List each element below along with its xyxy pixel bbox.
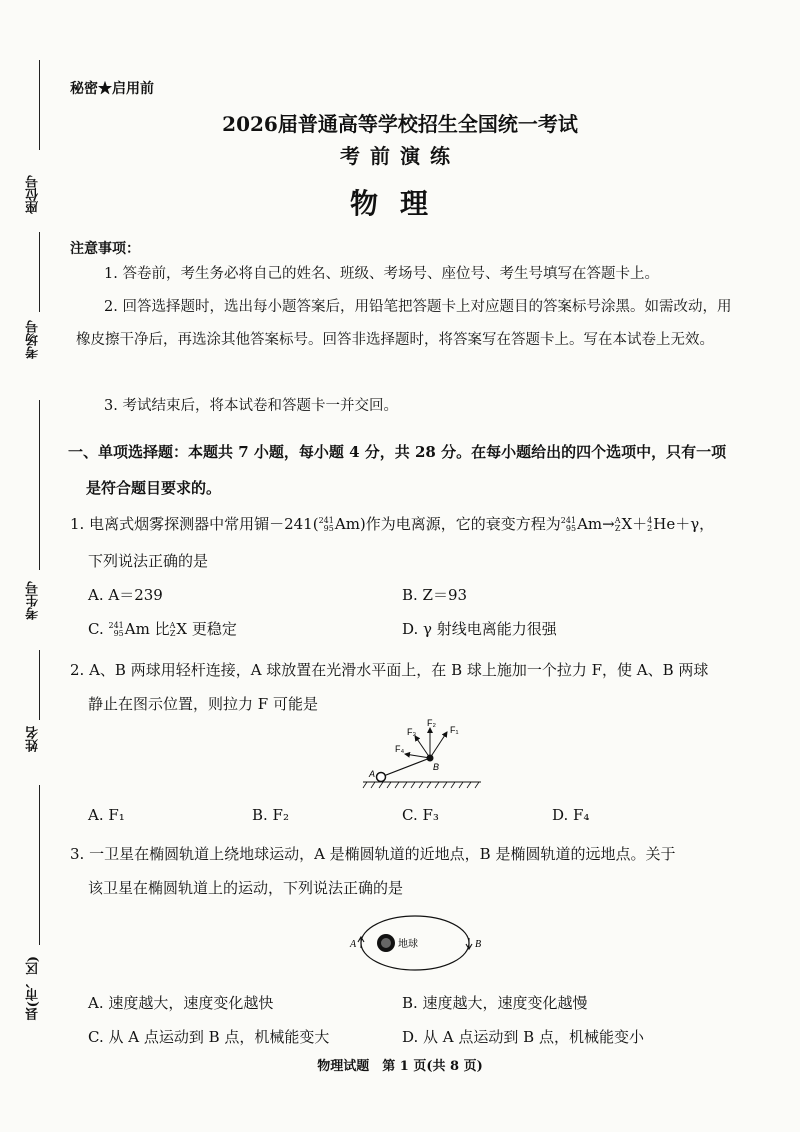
notice-item-1: 1. 答卷前，考生务必将自己的姓名、班级、考场号、座位号、考生号填写在答题卡上。 [104, 266, 659, 282]
nuclide-x [615, 517, 621, 533]
name-line[interactable] [39, 650, 40, 720]
question-1-stem [70, 506, 750, 542]
q1-stem-part: 1. 电离式烟雾探测器中常用镅－241( [70, 515, 319, 533]
notice-item-2: 2. 回答选择题时，选出每小题答案后，用铅笔把答题卡上对应题目的答案标号涂黑。如需改动，用橡皮擦干净后，再选涂其他答案标号。回答非选择题时，将答案写在答题卡上。写在本试卷上无效。 [76, 299, 732, 348]
nuc-bot: 2 [647, 524, 653, 533]
label-earth: 地球 [398, 939, 418, 950]
nuclide-am-3 [108, 622, 123, 638]
nuc-top: 4 [647, 516, 653, 525]
q3-figure [345, 912, 485, 974]
ball-a [377, 773, 386, 782]
name-label: 姓名 [26, 726, 41, 752]
question-2-stem-1: 2. A、B 两球用轻杆连接，A 球放置在光滑水平面上，在 B 球上施加一个拉力 F，使 A、B 两球 [70, 661, 709, 679]
section-1-header [68, 434, 748, 506]
label-f4: F₄ [395, 744, 405, 754]
nuc-top: 241 [318, 516, 334, 525]
label-f1: F₁ [450, 725, 459, 735]
label-f2: F₂ [427, 718, 436, 728]
nuc-bot: 95 [323, 524, 334, 533]
q1-stem-part: Am)作为电离源，它的衰变方程为 [334, 515, 561, 533]
nuc-top: 241 [108, 621, 124, 630]
q1-option-b[interactable]: B. Z＝93 [402, 586, 468, 604]
nuc-top: A [614, 516, 621, 525]
force-f4-arrow [405, 754, 430, 758]
force-f3-arrow [415, 736, 430, 758]
opt-c-mid: Am 比 [124, 620, 170, 638]
label-b: B [433, 762, 440, 772]
notice-item-3: 3. 考试结束后，将本试卷和答题卡一并交回。 [104, 398, 398, 414]
label-f3: F₃ [407, 727, 417, 737]
q3-option-a[interactable]: A. 速度越大，速度变化越快 [88, 994, 274, 1012]
q1-option-c[interactable] [88, 618, 237, 639]
nuclide-he [647, 517, 652, 533]
nuc-bot: 95 [113, 629, 124, 638]
county-line[interactable] [39, 785, 40, 945]
question-1-stem-2: 下列说法正确的是 [88, 552, 209, 570]
q2-option-d[interactable]: D. F₄ [552, 806, 590, 824]
q2-figure [355, 718, 485, 792]
label-a: A [369, 769, 376, 779]
sidebar-room [10, 312, 60, 382]
sidebar-student-no [10, 575, 60, 635]
exam-title: 2026届普通高等学校招生全国统一考试 [222, 112, 578, 136]
room-label: 考场号 [26, 320, 41, 359]
seat-label: 座位号 [26, 175, 41, 214]
nuclide-am [319, 517, 334, 533]
q3-option-d[interactable]: D. 从 A 点运动到 B 点，机械能变小 [402, 1028, 644, 1046]
nuc-top: A [169, 621, 176, 630]
nuclide-am-2 [561, 517, 576, 533]
section-1-line-1: 一、单项选择题：本题共 7 小题，每小题 4 分，共 28 分。在每小题给出的四个选项中，只有一项 [68, 443, 727, 461]
ground-hatch [363, 782, 479, 788]
q2-option-c[interactable]: C. F₃ [402, 806, 439, 824]
subject-title: 物理 [349, 187, 450, 220]
question-3-stem-1: 3. 一卫星在椭圆轨道上绕地球运动，A 是椭圆轨道的近地点，B 是椭圆轨道的远地点。关于 [70, 845, 676, 863]
opt-c-pre: C. [88, 620, 109, 638]
sidebar-name [10, 722, 60, 772]
q2-option-b[interactable]: B. F₂ [252, 806, 289, 824]
orbit-arrow-b [466, 938, 472, 949]
exam-subtitle: 考前演练 [340, 144, 460, 168]
q1-stem-part: He＋γ， [653, 515, 715, 533]
notice-heading: 注意事项： [70, 241, 140, 257]
page-footer: 物理试题 第 1 页(共 8 页) [317, 1059, 483, 1074]
light-rod [381, 758, 430, 777]
section-1-line-2: 是符合题目要求的。 [86, 479, 222, 497]
student-no-label: 考生号 [26, 581, 41, 620]
label-b: B [475, 939, 482, 950]
q1-option-d[interactable]: D. γ 射线电离能力很强 [402, 620, 557, 638]
nuc-bot: 95 [565, 524, 577, 533]
nuc-top: 241 [560, 516, 577, 525]
orbit-arrow-a [358, 937, 364, 948]
earth-core [381, 938, 391, 948]
question-2-stem-2: 静止在图示位置，则拉力 F 可能是 [88, 695, 318, 713]
secret-mark: 秘密★启用前 [70, 81, 154, 97]
q1-stem-part: X＋ [621, 515, 648, 533]
q1-stem-part: Am→ [577, 515, 615, 533]
nuc-bot: Z [169, 629, 176, 638]
q1-option-a[interactable]: A. A＝239 [88, 586, 163, 604]
student-no-line[interactable] [39, 400, 40, 570]
force-f1-arrow [430, 732, 447, 758]
label-a: A [350, 939, 357, 950]
nuc-bot: Z [614, 524, 621, 533]
room-line[interactable] [39, 232, 40, 312]
q3-option-c[interactable]: C. 从 A 点运动到 B 点，机械能变大 [88, 1028, 330, 1046]
county-label: 县(市、区) [26, 956, 41, 1021]
q2-option-a[interactable]: A. F₁ [88, 806, 125, 824]
q3-option-b[interactable]: B. 速度越大，速度变化越慢 [402, 994, 588, 1012]
nuclide-x-2 [170, 622, 176, 638]
question-3-stem-2: 该卫星在椭圆轨道上的运动，下列说法正确的是 [88, 879, 404, 897]
opt-c-post: X 更稳定 [176, 620, 237, 638]
sidebar-county [10, 950, 60, 1030]
